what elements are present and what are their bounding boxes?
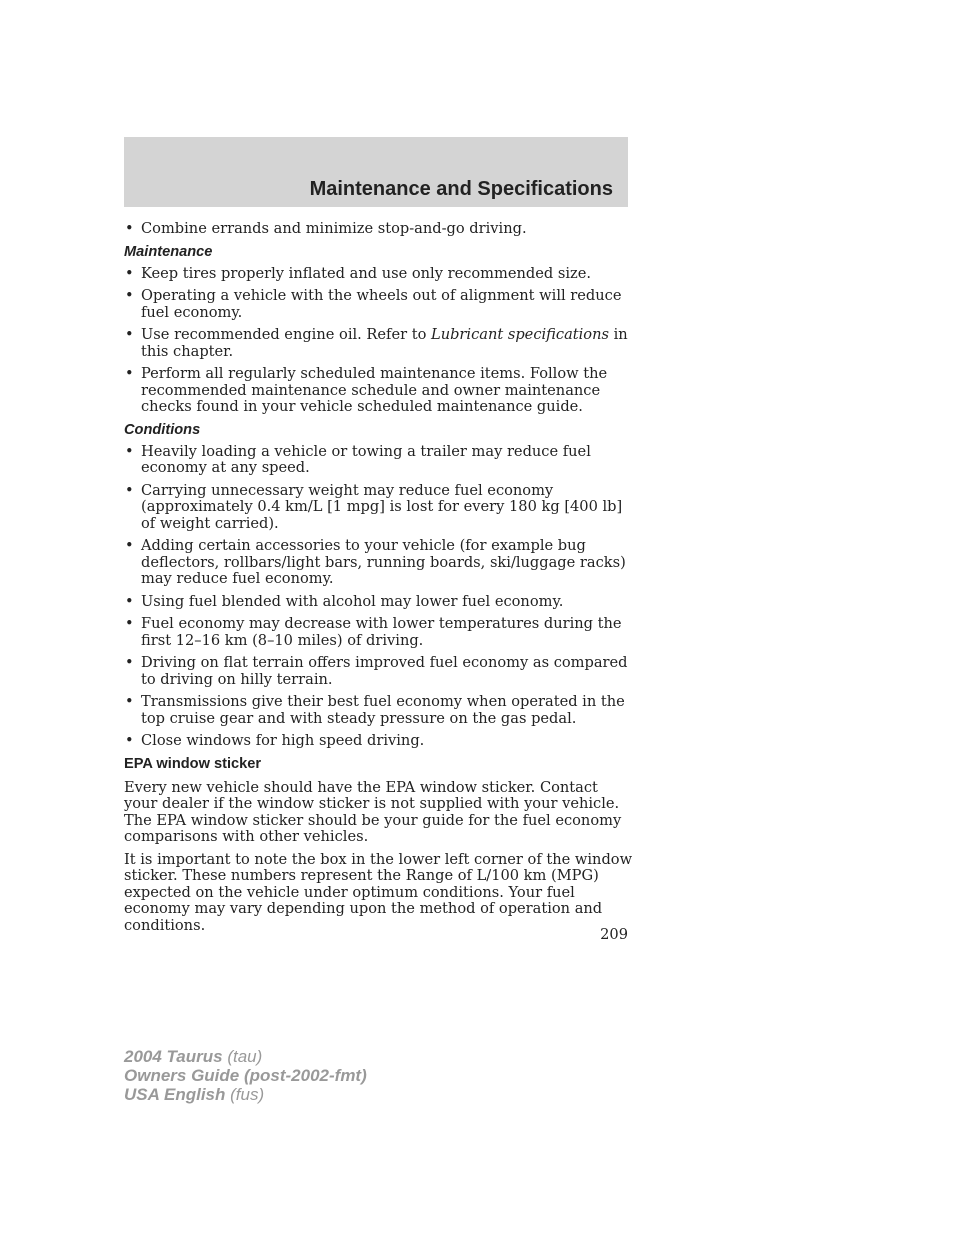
list-item: • Using fuel blended with alcohol may lower fuel economy. [124,594,634,611]
list-item: • Heavily loading a vehicle or towing a trailer may reduce fuel economy at any speed. [124,444,634,477]
list-item: • Keep tires properly inflated and use only recommended size. [124,266,634,283]
footer-line-guide: Owners Guide (post-2002-fmt) [124,1066,367,1085]
conditions-bullet-list [124,444,634,750]
list-item: • Driving on flat terrain offers improved fuel economy as compared to driving on hilly terrain. [124,655,634,688]
page-number: 209 [600,926,628,943]
list-item [124,327,634,360]
list-item: • Adding certain accessories to your vehicle (for example bug deflectors, rollbars/light bars, running boards, ski/luggage racks) may reduce fuel economy. [124,538,634,588]
list-item: • Transmissions give their best fuel economy when operated in the top cruise gear and with steady pressure on the gas pedal. [124,694,634,727]
list-item: • Carrying unnecessary weight may reduce fuel economy (approximately 0.4 km/L [1 mpg] is lost for every 180 kg [400 lb] of weight carried). [124,483,634,533]
list-item: • Close windows for high speed driving. [124,733,634,750]
intro-bullet-list [124,221,634,238]
list-item: • Combine errands and minimize stop-and-go driving. [124,221,634,238]
lubricant-specifications-reference: Lubricant specifications [431,326,609,343]
page-content [124,221,634,940]
footer-line-language: USA English (fus) [124,1085,265,1104]
epa-paragraph: Every new vehicle should have the EPA window sticker. Contact your dealer if the window sticker is not supplied with your vehicle. The EPA window sticker should be your guide for the fuel economy comparisons with other vehicles. [124,778,622,845]
conditions-heading: Conditions [124,421,201,438]
list-item: • Operating a vehicle with the wheels out of alignment will reduce fuel economy. [124,288,634,321]
footer-line-vehicle: 2004 Taurus (tau) [124,1047,263,1066]
list-item: • Perform all regularly scheduled maintenance items. Follow the recommended maintenance schedule and owner maintenance checks found in your vehicle scheduled maintenance guide. [124,366,634,416]
document-footer [124,1047,367,1104]
section-header-band [124,137,628,207]
section-title: Maintenance and Specifications [309,178,613,200]
list-item: • Fuel economy may decrease with lower temperatures during the first 12–16 km (8–10 miles) of driving. [124,616,634,649]
oil-text-after: in this chapter. [141,326,628,360]
oil-text-before: Use recommended engine oil. Refer to [141,326,431,343]
epa-paragraph: It is important to note the box in the lower left corner of the window sticker. These numbers represent the Range of L/100 km (MPG) expected on the vehicle under optimum conditions. Your fuel economy may vary depending upon the method of operation and conditions. [124,850,633,934]
maintenance-heading: Maintenance [124,243,213,260]
epa-window-sticker-heading: EPA window sticker [124,755,262,772]
maintenance-bullet-list [124,266,634,416]
